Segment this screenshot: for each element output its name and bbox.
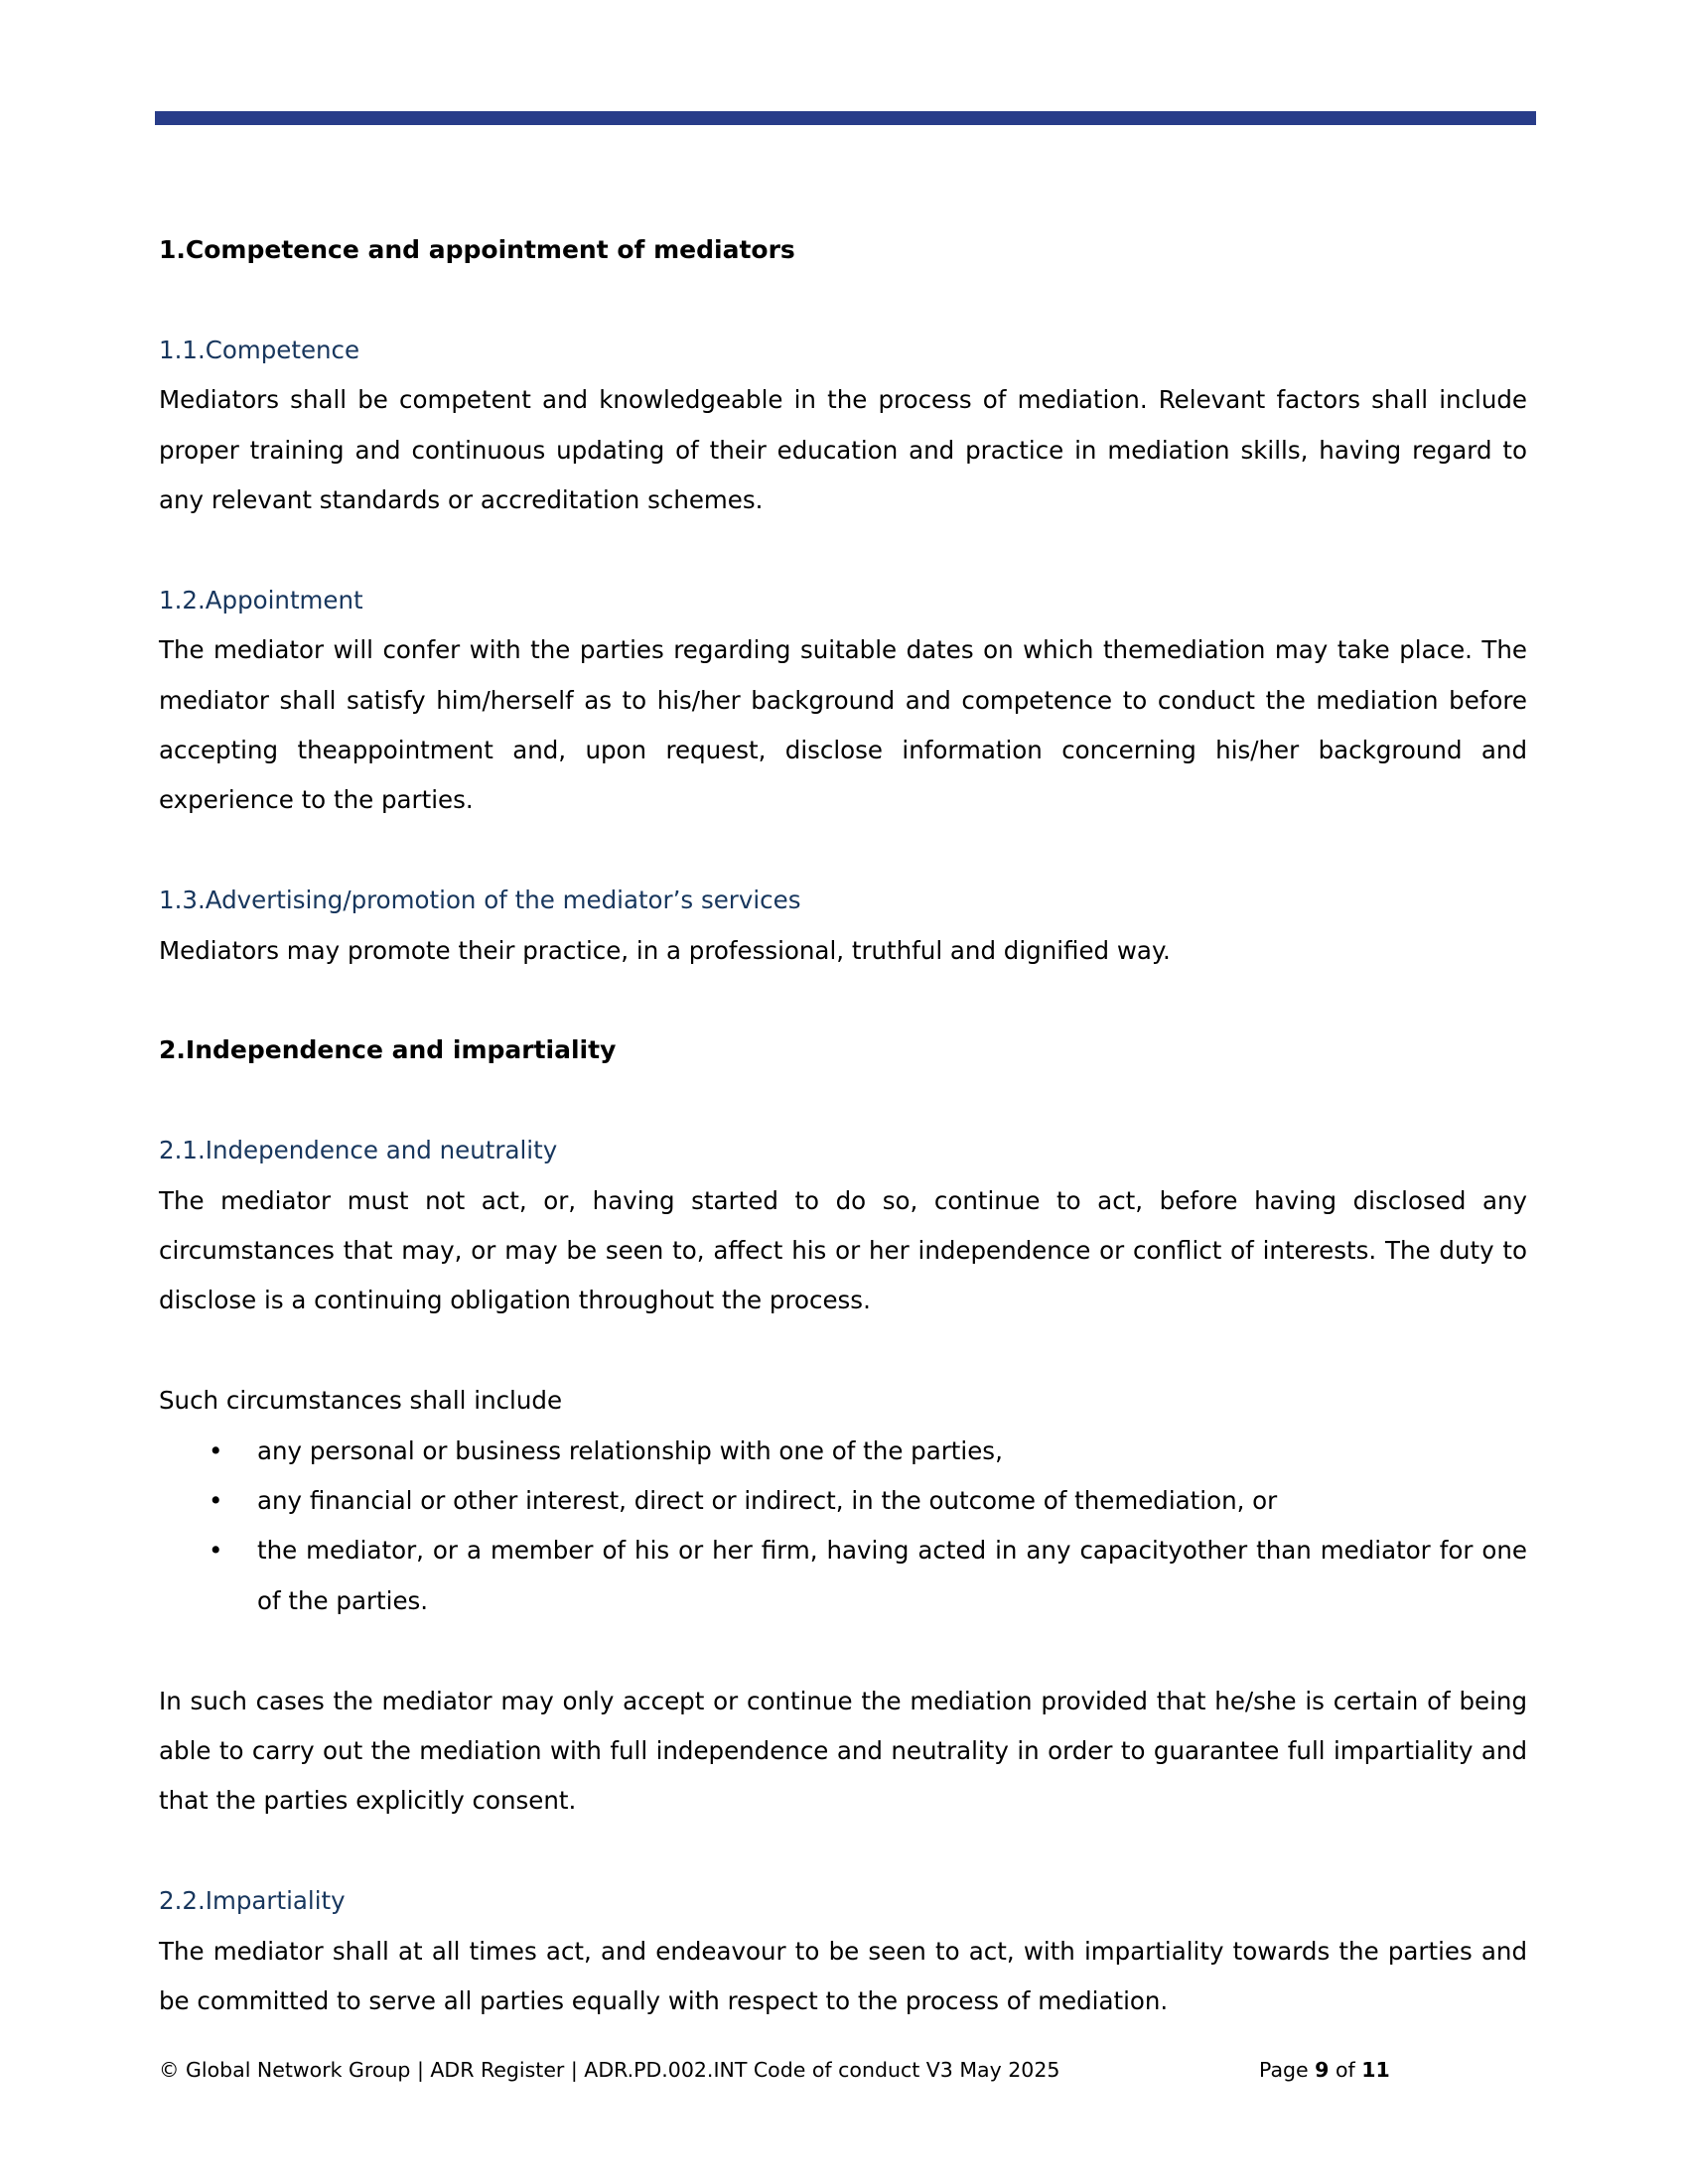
header-rule <box>155 111 1536 125</box>
section-heading: 1.Competence and appointment of mediators <box>159 235 795 264</box>
bullet-list <box>159 1427 1527 1627</box>
subsection-title: 2.1.Independence and neutrality <box>159 1136 558 1165</box>
list-item <box>159 1476 1527 1526</box>
subsection-title: 2.2.Impartiality <box>159 1886 346 1916</box>
total-pages: 11 <box>1361 2058 1390 2082</box>
paragraph: Mediators may promote their practice, in a professional, truthful and dignified way. <box>159 935 1171 965</box>
list-item-text: any financial or other interest, direct or indirect, in the outcome of themediation, or <box>257 1486 1278 1516</box>
list-item <box>159 1427 1527 1476</box>
current-page: 9 <box>1315 2058 1330 2082</box>
bullet-icon: • <box>209 1435 223 1465</box>
subsection-title: 1.1.Competence <box>159 335 360 364</box>
list-item-text: the mediator, or a member of his or her firm, having acted in any capacityother than mediator for one of the parties. <box>257 1536 1527 1615</box>
subsection-title: 1.3.Advertising/promotion of the mediator’s services <box>159 886 801 915</box>
paragraph: In such cases the mediator may only accept or continue the mediation provided that he/she is certain of being able to carry out the mediation with full independence and neutrality in order to guarantee full impartiality and that the parties explicitly consent. <box>159 1686 1527 1816</box>
paragraph: The mediator will confer with the parties regarding suitable dates on which themediation may take place. The mediator shall satisfy him/herself as to his/her background and competence to conduct the mediation before accepting theappointment and, upon request, disclose information concerning his/her background and experience to the parties. <box>159 635 1527 815</box>
section-heading: 2.Independence and impartiality <box>159 1035 617 1065</box>
paragraph: Mediators shall be competent and knowledgeable in the process of mediation. Relevant factors shall include proper training and continuous updating of their education and practice in mediation skills, having regard to any relevant standards or accreditation schemes. <box>159 385 1527 515</box>
footer-text: © Global Network Group | ADR Register | ADR.PD.002.INT Code of conduct V3 May 2025 <box>159 2058 1060 2082</box>
page-label: Page <box>1259 2058 1309 2082</box>
bullet-icon: • <box>209 1486 223 1516</box>
document-body <box>159 225 1527 2027</box>
list-item <box>159 1526 1527 1626</box>
paragraph: The mediator shall at all times act, and endeavour to be seen to act, with impartiality towards the parties and be committed to serve all parties equally with respect to the process of mediation. <box>159 1936 1527 2016</box>
bullet-icon: • <box>209 1536 223 1566</box>
list-intro: Such circumstances shall include <box>159 1386 563 1416</box>
page-of-label: of <box>1335 2058 1355 2082</box>
list-item-text: any personal or business relationship with one of the parties, <box>257 1435 1003 1465</box>
paragraph: The mediator must not act, or, having started to do so, continue to act, before having disclosed any circumstances that may, or may be seen to, affect his or her independence or conflict of interests. The duty to disclose is a continuing obligation throughout the process. <box>159 1185 1527 1315</box>
subsection-title: 1.2.Appointment <box>159 585 363 614</box>
page-number <box>1259 2055 1390 2085</box>
